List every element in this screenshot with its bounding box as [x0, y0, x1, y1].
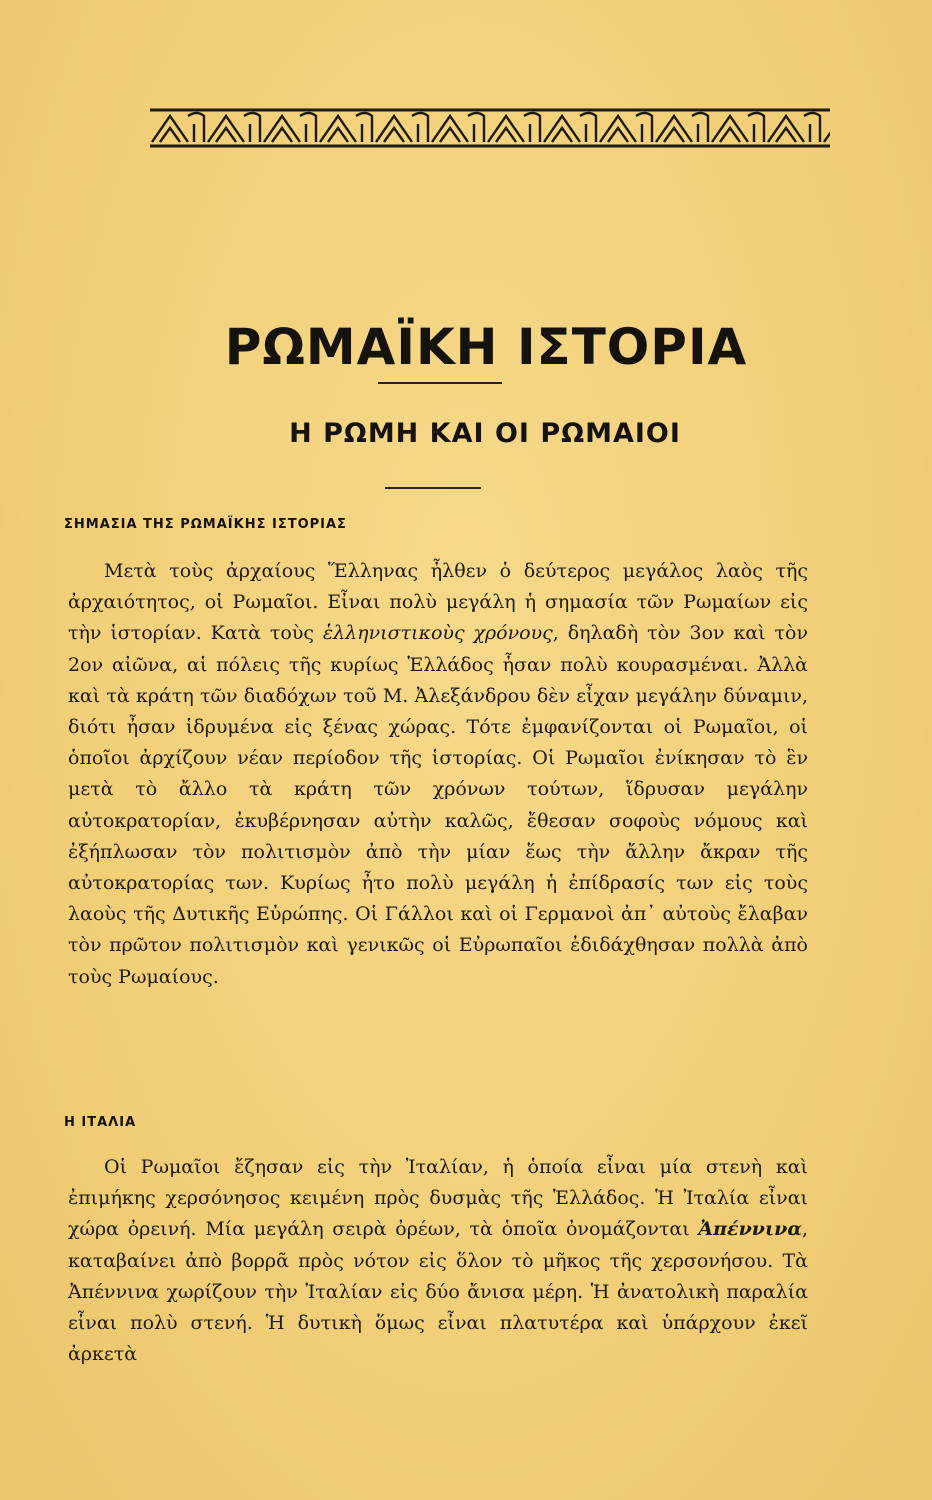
paragraph-text: Μετὰ τοὺς ἀρχαίους Ἕλληνας ἦλθεν ὁ δεύτερος μεγάλος λαὸς τῆς ἀρχαιότητος, οἱ Ρωμαῖοι. Εἶναι πολὺ μεγάλη ἡ σημασία τῶν Ρωμαίων εἰς τὴν ἱστορίαν. Κατὰ τοὺς [68, 560, 808, 645]
paragraph-text: , καταβαίνει ἀπὸ βορρᾶ πρὸς νότον εἰς ὅλον τὸ μῆκος τῆς χερσονήσου. Τὰ Ἀπέννινα χωρίζουν τὴν Ἰταλίαν εἰς δύο ἄνισα μέρη. Ἡ ἀνατολικὴ παραλία εἶναι πολὺ στενή. Ἡ δυτικὴ ὅμως εἶναι πλατυτέρα καὶ ὑπάρχουν ἐκεῖ ἀρκετὰ [68, 1218, 808, 1366]
subtitle-divider [385, 487, 481, 489]
chapter-subtitle: Η ΡΩΜΗ ΚΑΙ ΟΙ ΡΩΜΑΙΟΙ [289, 418, 681, 449]
page-title: ΡΩΜΑΪΚΗ ΙΣΤΟΡΙΑ [224, 318, 748, 376]
section-heading-significance: ΣΗΜΑΣΙΑ ΤΗΣ ΡΩΜΑΪΚΗΣ ΙΣΤΟΡΙΑΣ [64, 517, 347, 532]
emphasis-text: Ἀπέννινα [698, 1218, 802, 1241]
title-divider [378, 382, 502, 384]
emphasis-text: ἑλληνιστικοὺς χρόνους [322, 622, 553, 645]
paragraph-text: Οἱ Ρωμαῖοι ἔζησαν εἰς τὴν Ἰταλίαν, ἡ ὁποία εἶναι μία στενὴ καὶ ἐπιμήκης χερσόνησος κειμένη πρὸς δυσμὰς τῆς Ἑλλάδος. Ἡ Ἰταλία εἶναι χώρα ὀρεινή. Μία μεγάλη σειρὰ ὀρέων, τὰ ὁποῖα ὀνομάζονται [68, 1156, 808, 1241]
paragraph-significance [68, 556, 808, 993]
paragraph-text: , δηλαδὴ τὸν 3ον καὶ τὸν 2ον αἰῶνα, αἱ πόλεις τῆς κυρίως Ἑλλάδος ἦσαν πολὺ κουρασμέναι. Ἀλλὰ καὶ τὰ κράτη τῶν διαδόχων τοῦ Μ. Ἀλεξάνδρου δὲν εἶχαν μεγάλην δύναμιν, διότι ἦσαν ἱδρυμένα εἰς ξένας χώρας. Τότε ἐμφανίζονται οἱ Ρωμαῖοι, οἱ ὁποῖοι ἀρχίζουν νέαν περίοδον τῆς ἱστορίας. Οἱ Ρωμαῖοι ἐνίκησαν τὸ ἓν μετὰ τὸ ἄλλο τὰ κράτη τῶν χρόνων τούτων, ἵδρυσαν μεγάλην αὐτοκρατορίαν, ἐκυβέρνησαν αὐτὴν καλῶς, ἔθεσαν σοφοὺς νόμους καὶ ἐξήπλωσαν τὸν πολιτισμὸν ἀπὸ τὴν μίαν ἕως τὴν ἄλλην ἄκραν τῆς αὐτοκρατορίας των. Κυρίως ἦτο πολὺ μεγάλη ἡ ἐπίδρασίς των εἰς τοὺς λαοὺς τῆς Δυτικῆς Εὐρώπης. Οἱ Γάλλοι καὶ οἱ Γερμανοὶ ἀπ᾿ αὐτοὺς ἔλαβαν τὸν πρῶτον πολιτισμὸν καὶ γενικῶς οἱ Εὐρωπαῖοι ἐδιδάχθησαν πολλὰ ἀπὸ τοὺς Ρωμαίους. [68, 622, 808, 988]
paragraph-italy [68, 1152, 808, 1370]
greek-key-frieze-ornament [150, 106, 830, 150]
section-heading-italy: Η ΙΤΑΛΙΑ [64, 1115, 137, 1130]
